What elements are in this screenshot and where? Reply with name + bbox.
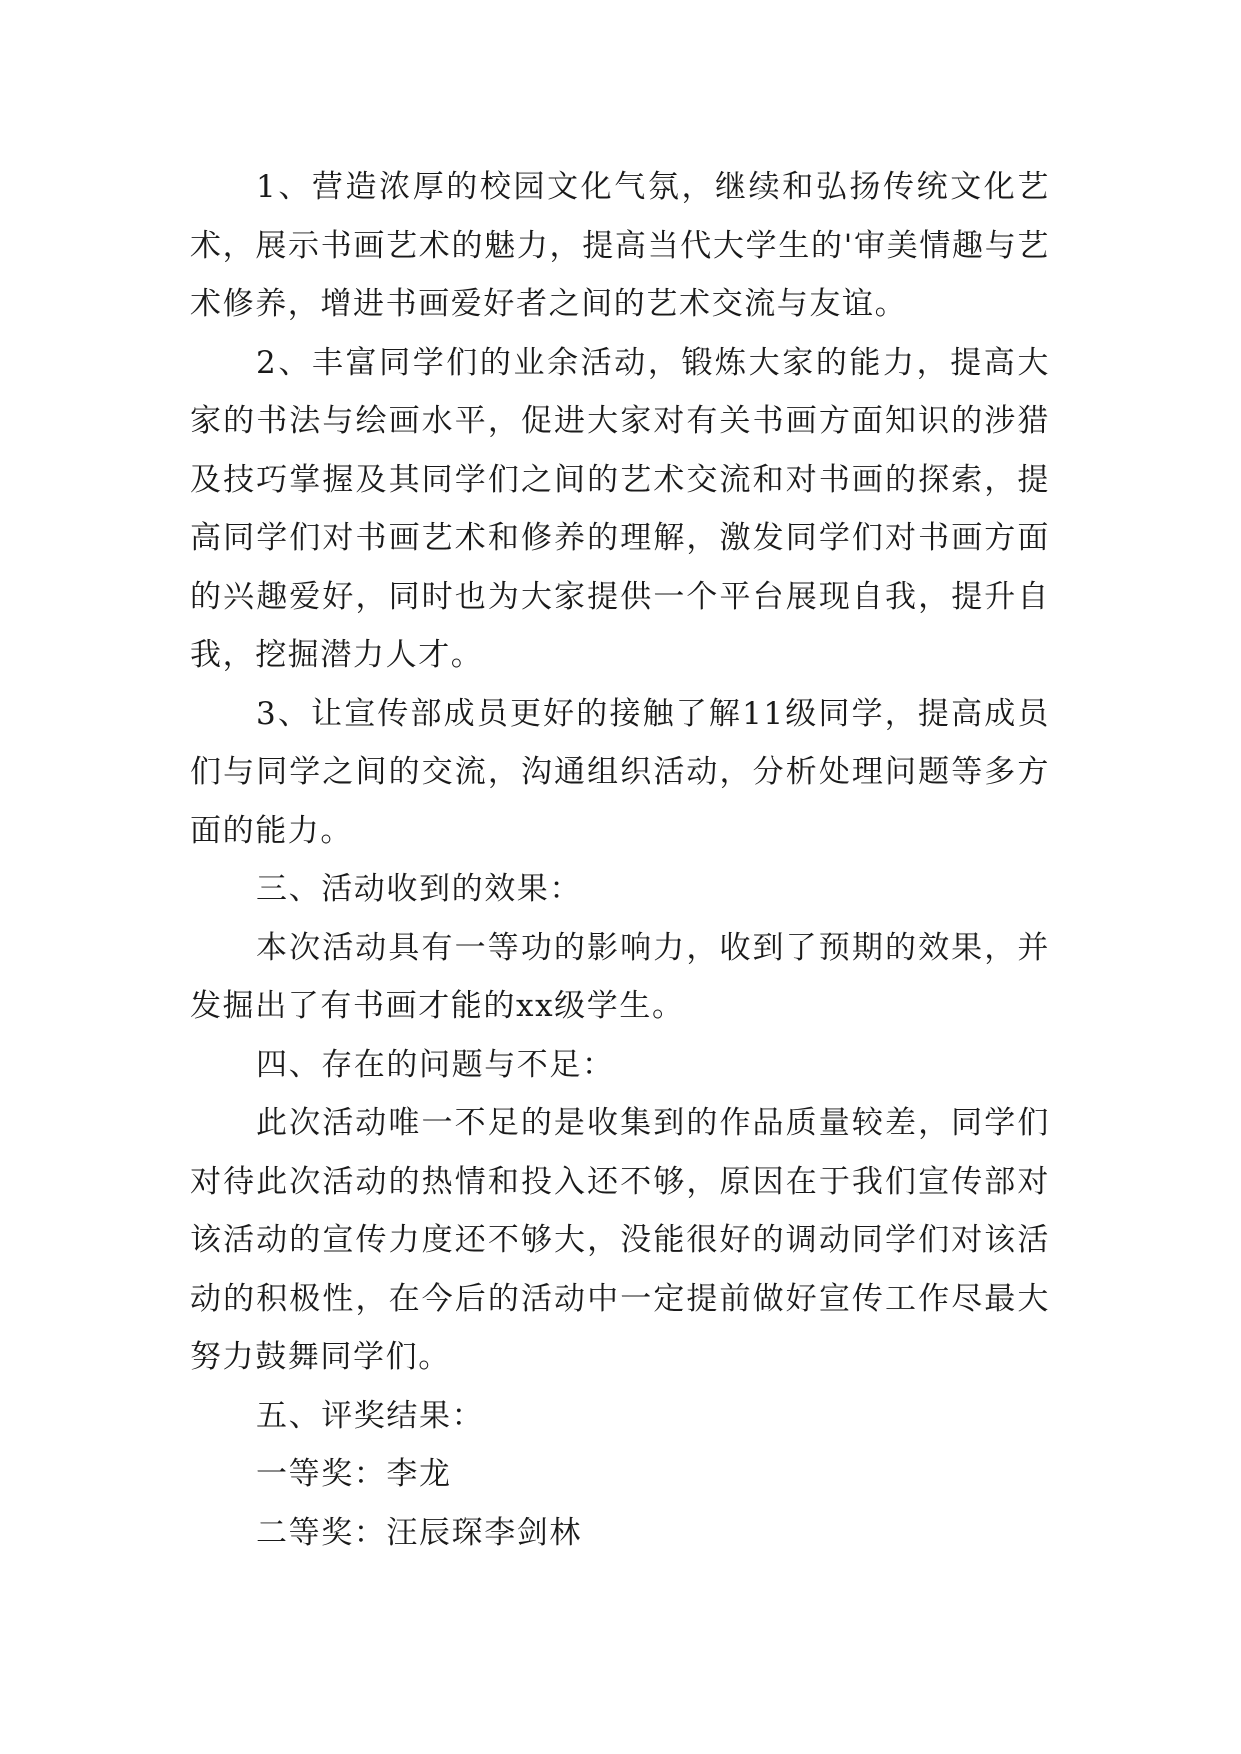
paragraph-goal-2: 2、丰富同学们的业余活动，锻炼大家的能力，提高大家的书法与绘画水平，促进大家对有关书画方面知识的涉猎及技巧掌握及其同学们之间的艺术交流和对书画的探索，提高同学们对书画艺术和修养的理解，激发同学们对书画方面的兴趣爱好，同时也为大家提供一个平台展现自我，提升自我，挖掘潜力人才。 bbox=[190, 344, 1050, 673]
award-second-prize: 二等奖：汪辰琛李剑林 bbox=[256, 1514, 582, 1551]
section-heading-problems: 四、存在的问题与不足： bbox=[256, 1046, 615, 1083]
paragraph-effects: 本次活动具有一等功的影响力，收到了预期的效果，并发掘出了有书画才能的xx级学生。 bbox=[190, 929, 1050, 1024]
paragraph-goal-3: 3、让宣传部成员更好的接触了解11级同学，提高成员们与同学之间的交流，沟通组织活动，分析处理问题等多方面的能力。 bbox=[190, 695, 1050, 849]
paragraph-goal-1: 1、营造浓厚的校园文化气氛，继续和弘扬传统文化艺术，展示书画艺术的魅力，提高当代大学生的'审美情趣与艺术修养，增进书画爱好者之间的艺术交流与友谊。 bbox=[190, 169, 1050, 322]
section-heading-effects: 三、活动收到的效果： bbox=[256, 871, 582, 907]
section-heading-awards: 五、评奖结果： bbox=[256, 1397, 485, 1434]
award-first-prize: 一等奖：李龙 bbox=[256, 1456, 452, 1492]
paragraph-problems: 此次活动唯一不足的是收集到的作品质量较差，同学们对待此次活动的热情和投入还不够，原因在于我们宣传部对该活动的宣传力度还不够大，没能很好的调动同学们对该活动的积极性，在今后的活动中一定提前做好宣传工作尽最大努力鼓舞同学们。 bbox=[190, 1105, 1050, 1375]
document-body bbox=[190, 158, 1050, 1562]
